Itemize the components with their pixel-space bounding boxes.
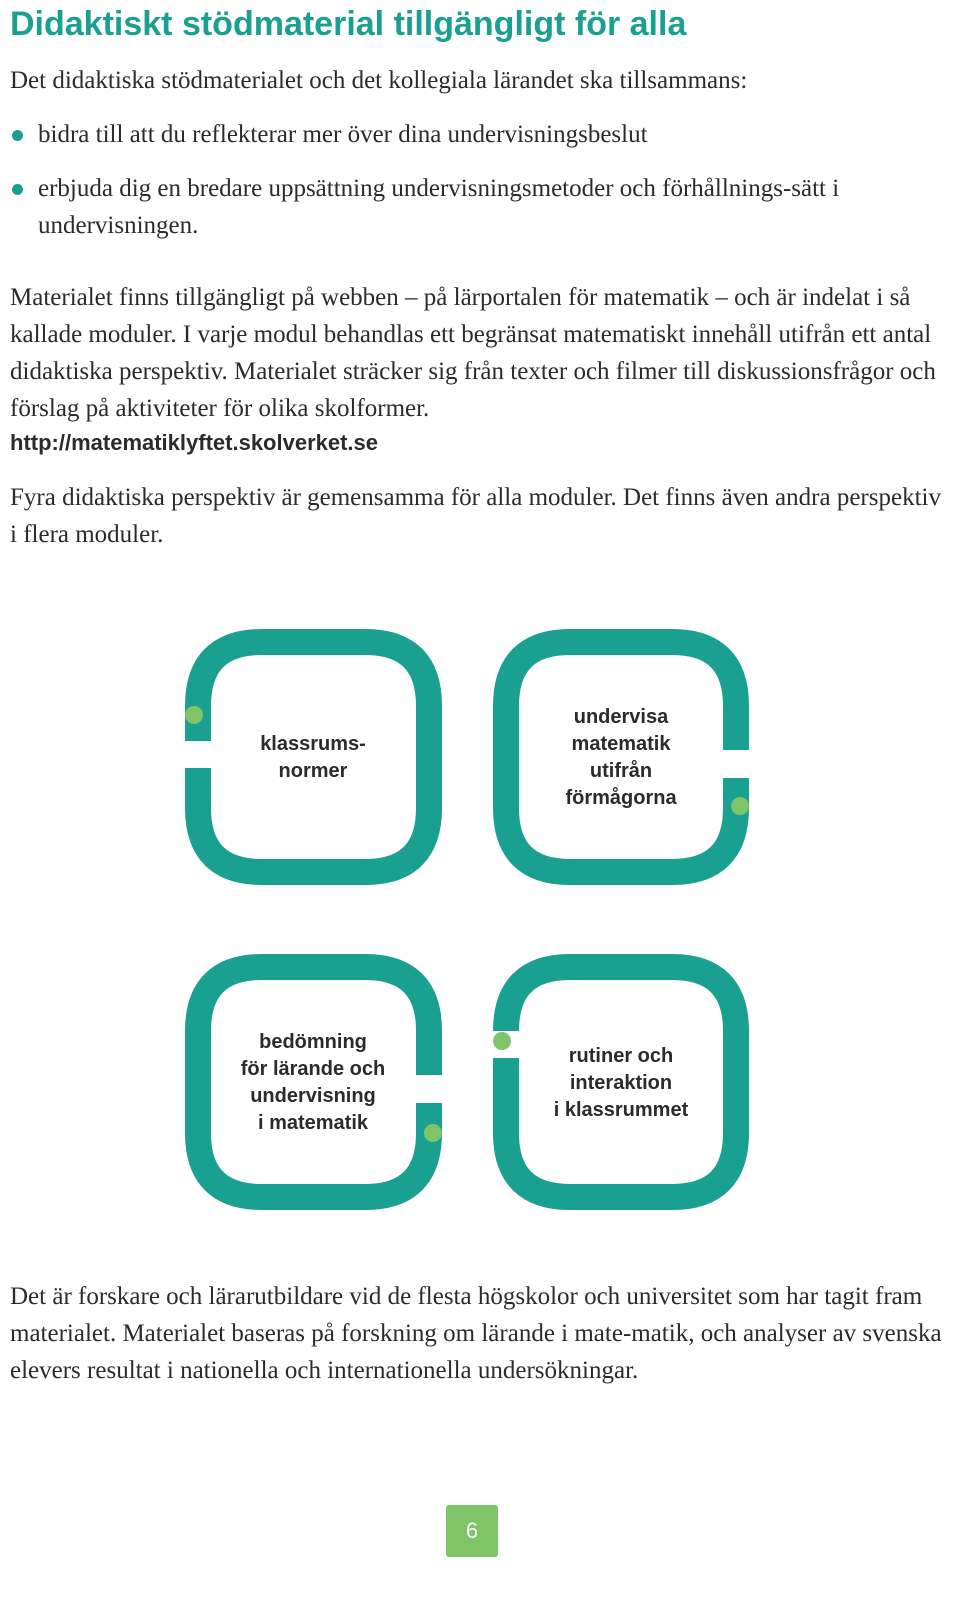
bullet-text: erbjuda dig en bredare uppsättning undervisningsmetoder och förhållnings-sätt i undervisningen. [38, 175, 840, 239]
page-heading: Didaktiskt stödmaterial tillgängligt för alla [10, 5, 687, 43]
box-frame-4 [506, 967, 736, 1197]
bullet-dot-icon [12, 130, 23, 141]
accent-dot-3 [424, 1124, 442, 1142]
body-paragraph-1: Materialet finns tillgängligt på webben – på lärportalen för matematik – och är indelat i så kallade moduler. I varje modul behandlas ett begränsat matematiskt innehåll utifrån ett antal didaktiska perspektiv. Materialet sträcker sig från texter och filmer till diskussionsfrågor och förslag på aktiviteter för olika skolformer. [10, 284, 936, 422]
body-paragraph-3: Det är forskare och lärarutbildare vid de flesta högskolor och universitet som har tagit fram materialet. Materialet baseras på forskning om lärande i mate-matik, och analyser av svenska elevers resultat i nationella och internationella undersökningar. [10, 1283, 942, 1384]
body-paragraph-2: Fyra didaktiska perspektiv är gemensamma för alla moduler. Det finns även andra perspektiv i flera moduler. [10, 484, 941, 548]
list-item [10, 116, 940, 153]
perspective-label-3: bedömning för lärande och undervisning i matematik [240, 1031, 386, 1134]
accent-dot-1 [185, 706, 203, 724]
bullet-dot-icon [12, 184, 23, 195]
perspective-label-1: klassrums- normer [260, 733, 366, 782]
box-frame-3 [198, 967, 429, 1197]
bullet-list [10, 116, 940, 261]
website-link[interactable]: http://matematiklyftet.skolverket.se [10, 430, 379, 455]
list-item [10, 170, 940, 244]
perspective-label-2: undervisa matematik utifrån förmågorna [565, 706, 677, 809]
page-number-badge: 6 [446, 1505, 498, 1557]
box-frame-2 [506, 642, 736, 872]
accent-dot-2 [731, 797, 749, 815]
accent-dot-4 [493, 1032, 511, 1050]
perspective-label-4: rutiner och interaktion i klassrummet [553, 1045, 689, 1121]
box-frame-1 [198, 642, 429, 872]
bullet-text: bidra till att du reflekterar mer över dina undervisningsbeslut [38, 121, 648, 148]
intro-text: Det didaktiska stödmaterialet och det kollegiala lärandet ska tillsammans: [10, 67, 748, 94]
